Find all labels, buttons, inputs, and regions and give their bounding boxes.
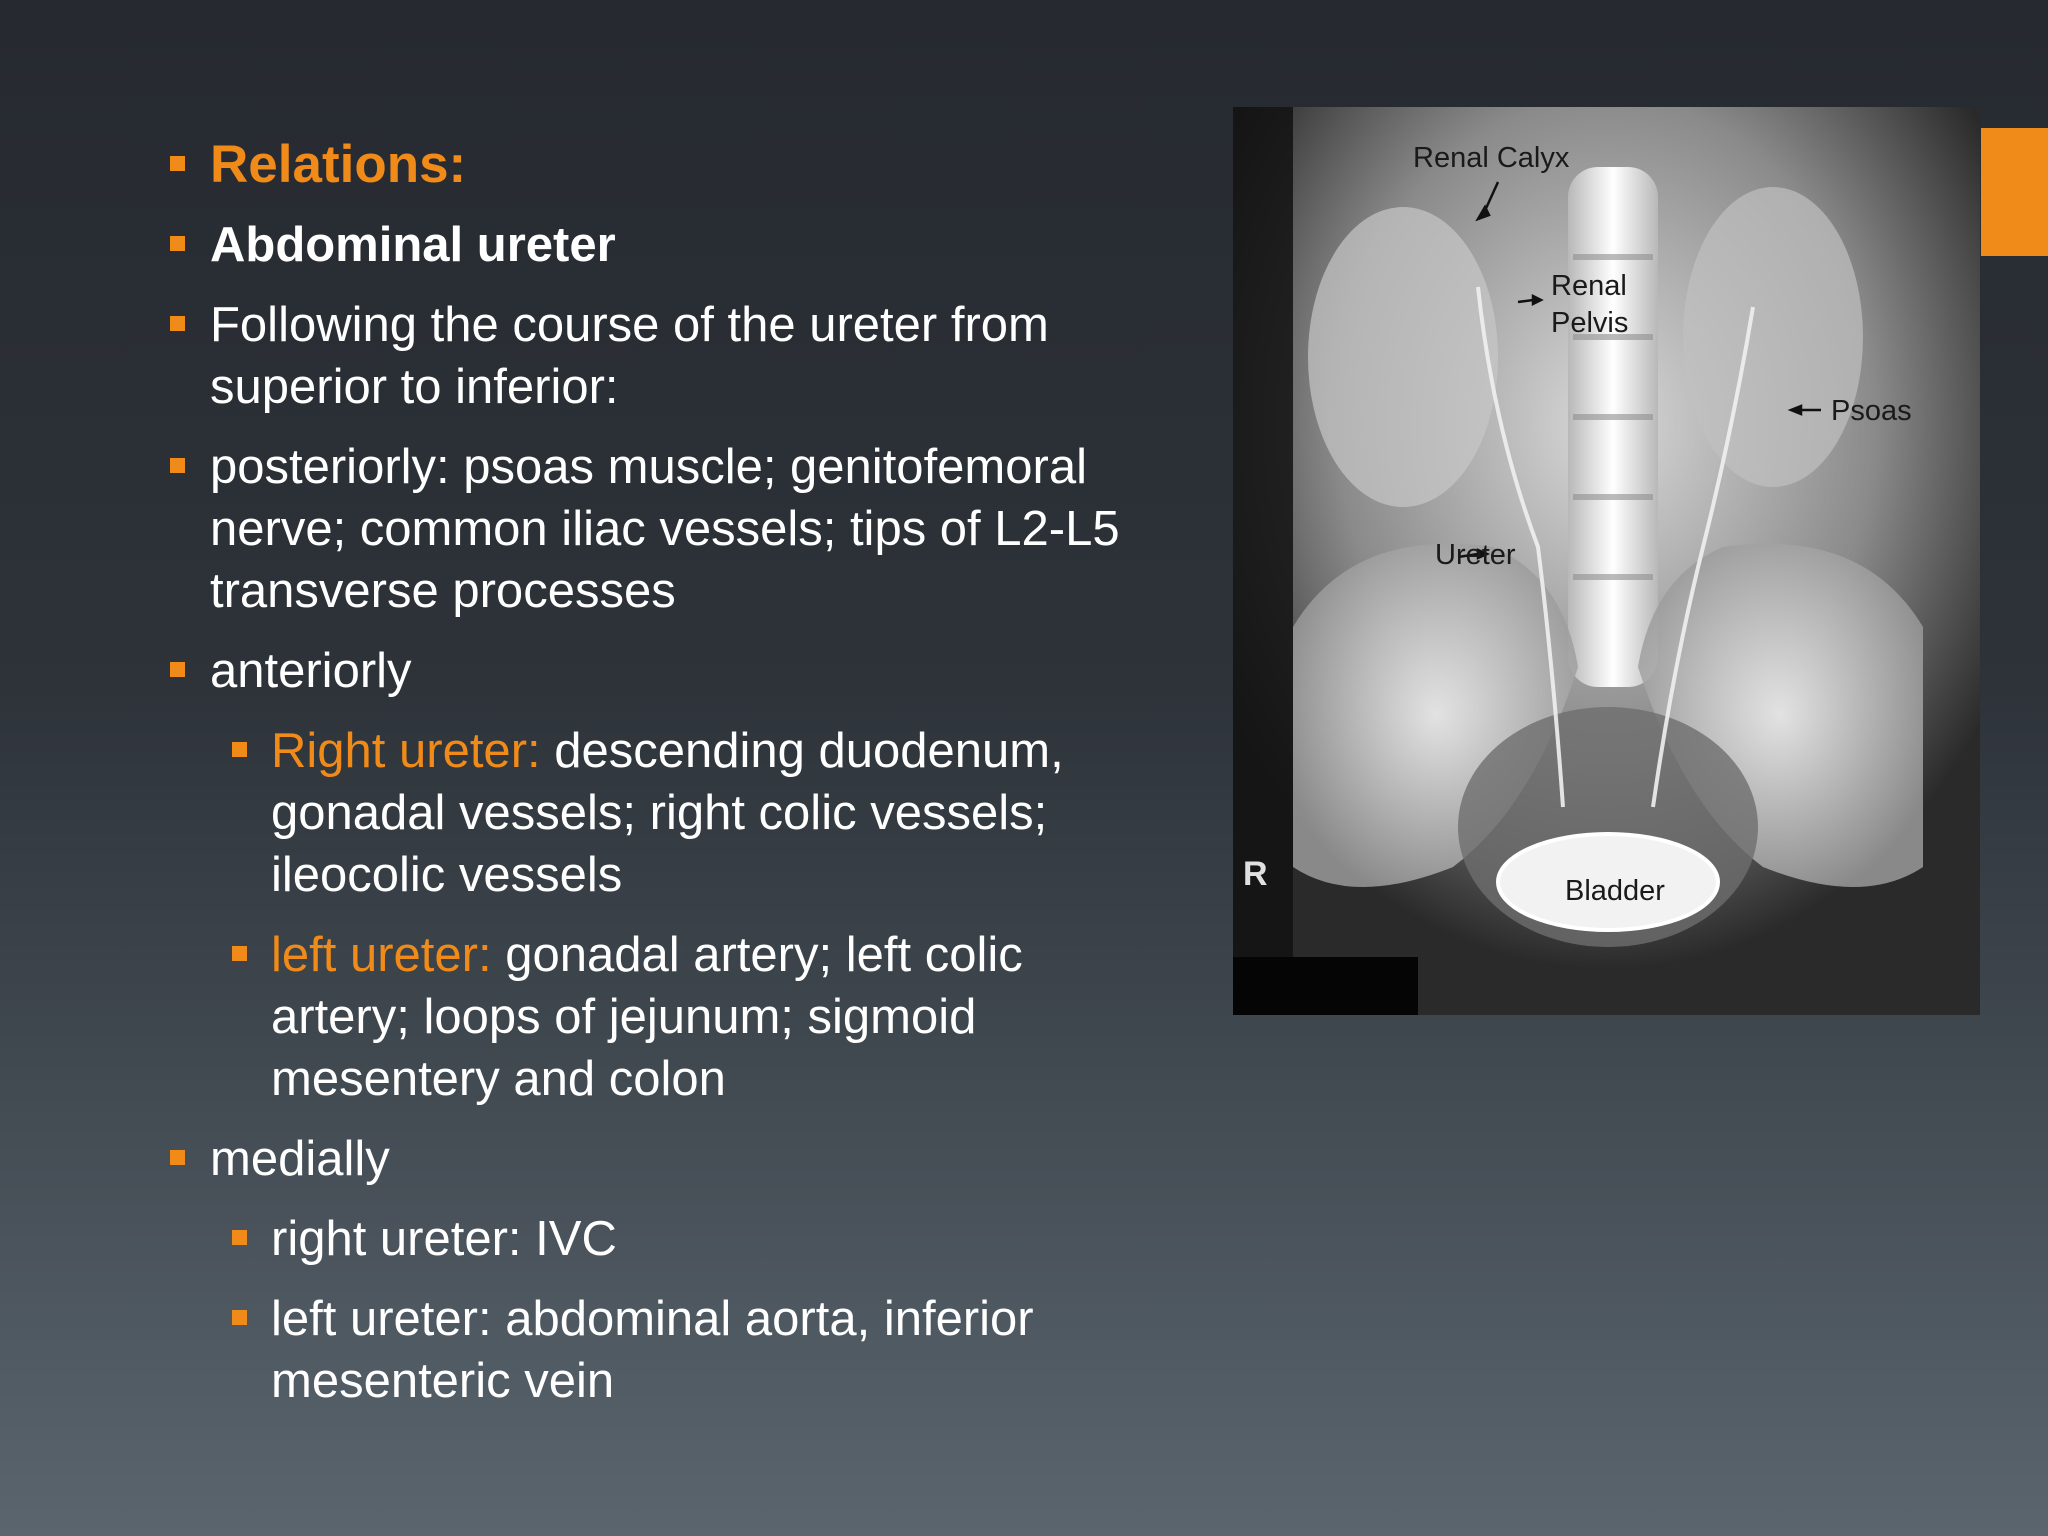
bullet-relations <box>170 134 1190 196</box>
bullet-marker <box>232 1310 247 1325</box>
bullet-abdominal <box>170 214 1190 276</box>
bullet-marker <box>170 458 185 473</box>
bullet-marker <box>170 1150 185 1165</box>
right-ureter-text: descending duodenum, gonadal vessels; right colic vessels; ileocolic vessels <box>271 724 1064 902</box>
label-renal-calyx: Renal Calyx <box>1413 142 1570 174</box>
label-pelvis: Pelvis <box>1551 307 1629 339</box>
medially-left-text: left ureter: abdominal aorta, inferior mesenteric vein <box>271 1292 1034 1408</box>
bullet-medially-left <box>170 1288 1101 1412</box>
bullet-marker <box>232 1230 247 1245</box>
xray-illustration <box>1233 107 1980 1015</box>
bullet-anteriorly <box>170 640 1190 702</box>
bullet-posteriorly <box>170 436 1190 622</box>
accent-bar <box>1981 128 2048 256</box>
xray-image <box>1233 107 1980 1015</box>
bullet-left-ureter <box>170 924 1121 1110</box>
anteriorly-text: anteriorly <box>210 644 412 698</box>
bullet-marker <box>170 236 185 251</box>
spine <box>1568 167 1658 687</box>
right-ureter-label: Right ureter: <box>271 724 541 778</box>
bullet-following <box>170 294 1190 418</box>
relations-heading: Relations: <box>210 135 467 194</box>
label-bladder: Bladder <box>1565 875 1665 907</box>
label-renal: Renal <box>1551 270 1627 302</box>
label-psoas: Psoas <box>1831 395 1912 427</box>
medially-right-text: right ureter: IVC <box>271 1212 617 1266</box>
bullet-marker <box>232 946 247 961</box>
bullet-marker <box>170 156 185 171</box>
label-ureter: Ureter <box>1435 539 1516 571</box>
posteriorly-text: posteriorly: psoas muscle; genitofemoral nerve; common iliac vessels; tips of L2-L5 transverse processes <box>210 440 1120 618</box>
left-kidney <box>1683 187 1863 487</box>
bullet-list <box>170 134 1190 1430</box>
side-marker: R <box>1243 855 1268 893</box>
bullet-medially <box>170 1128 1190 1190</box>
medially-text: medially <box>210 1132 390 1186</box>
following-text: Following the course of the ureter from superior to inferior: <box>210 298 1049 414</box>
bullet-medially-right <box>170 1208 1190 1270</box>
bullet-marker <box>232 742 247 757</box>
bullet-marker <box>170 662 185 677</box>
left-ureter-text: gonadal artery; left colic artery; loops of jejunum; sigmoid mesentery and colon <box>271 928 1023 1106</box>
left-ureter-label: left ureter: <box>271 928 492 982</box>
bullet-marker <box>170 316 185 331</box>
right-kidney <box>1308 207 1498 507</box>
abdominal-heading: Abdominal ureter <box>210 218 616 272</box>
bullet-right-ureter <box>170 720 1151 906</box>
